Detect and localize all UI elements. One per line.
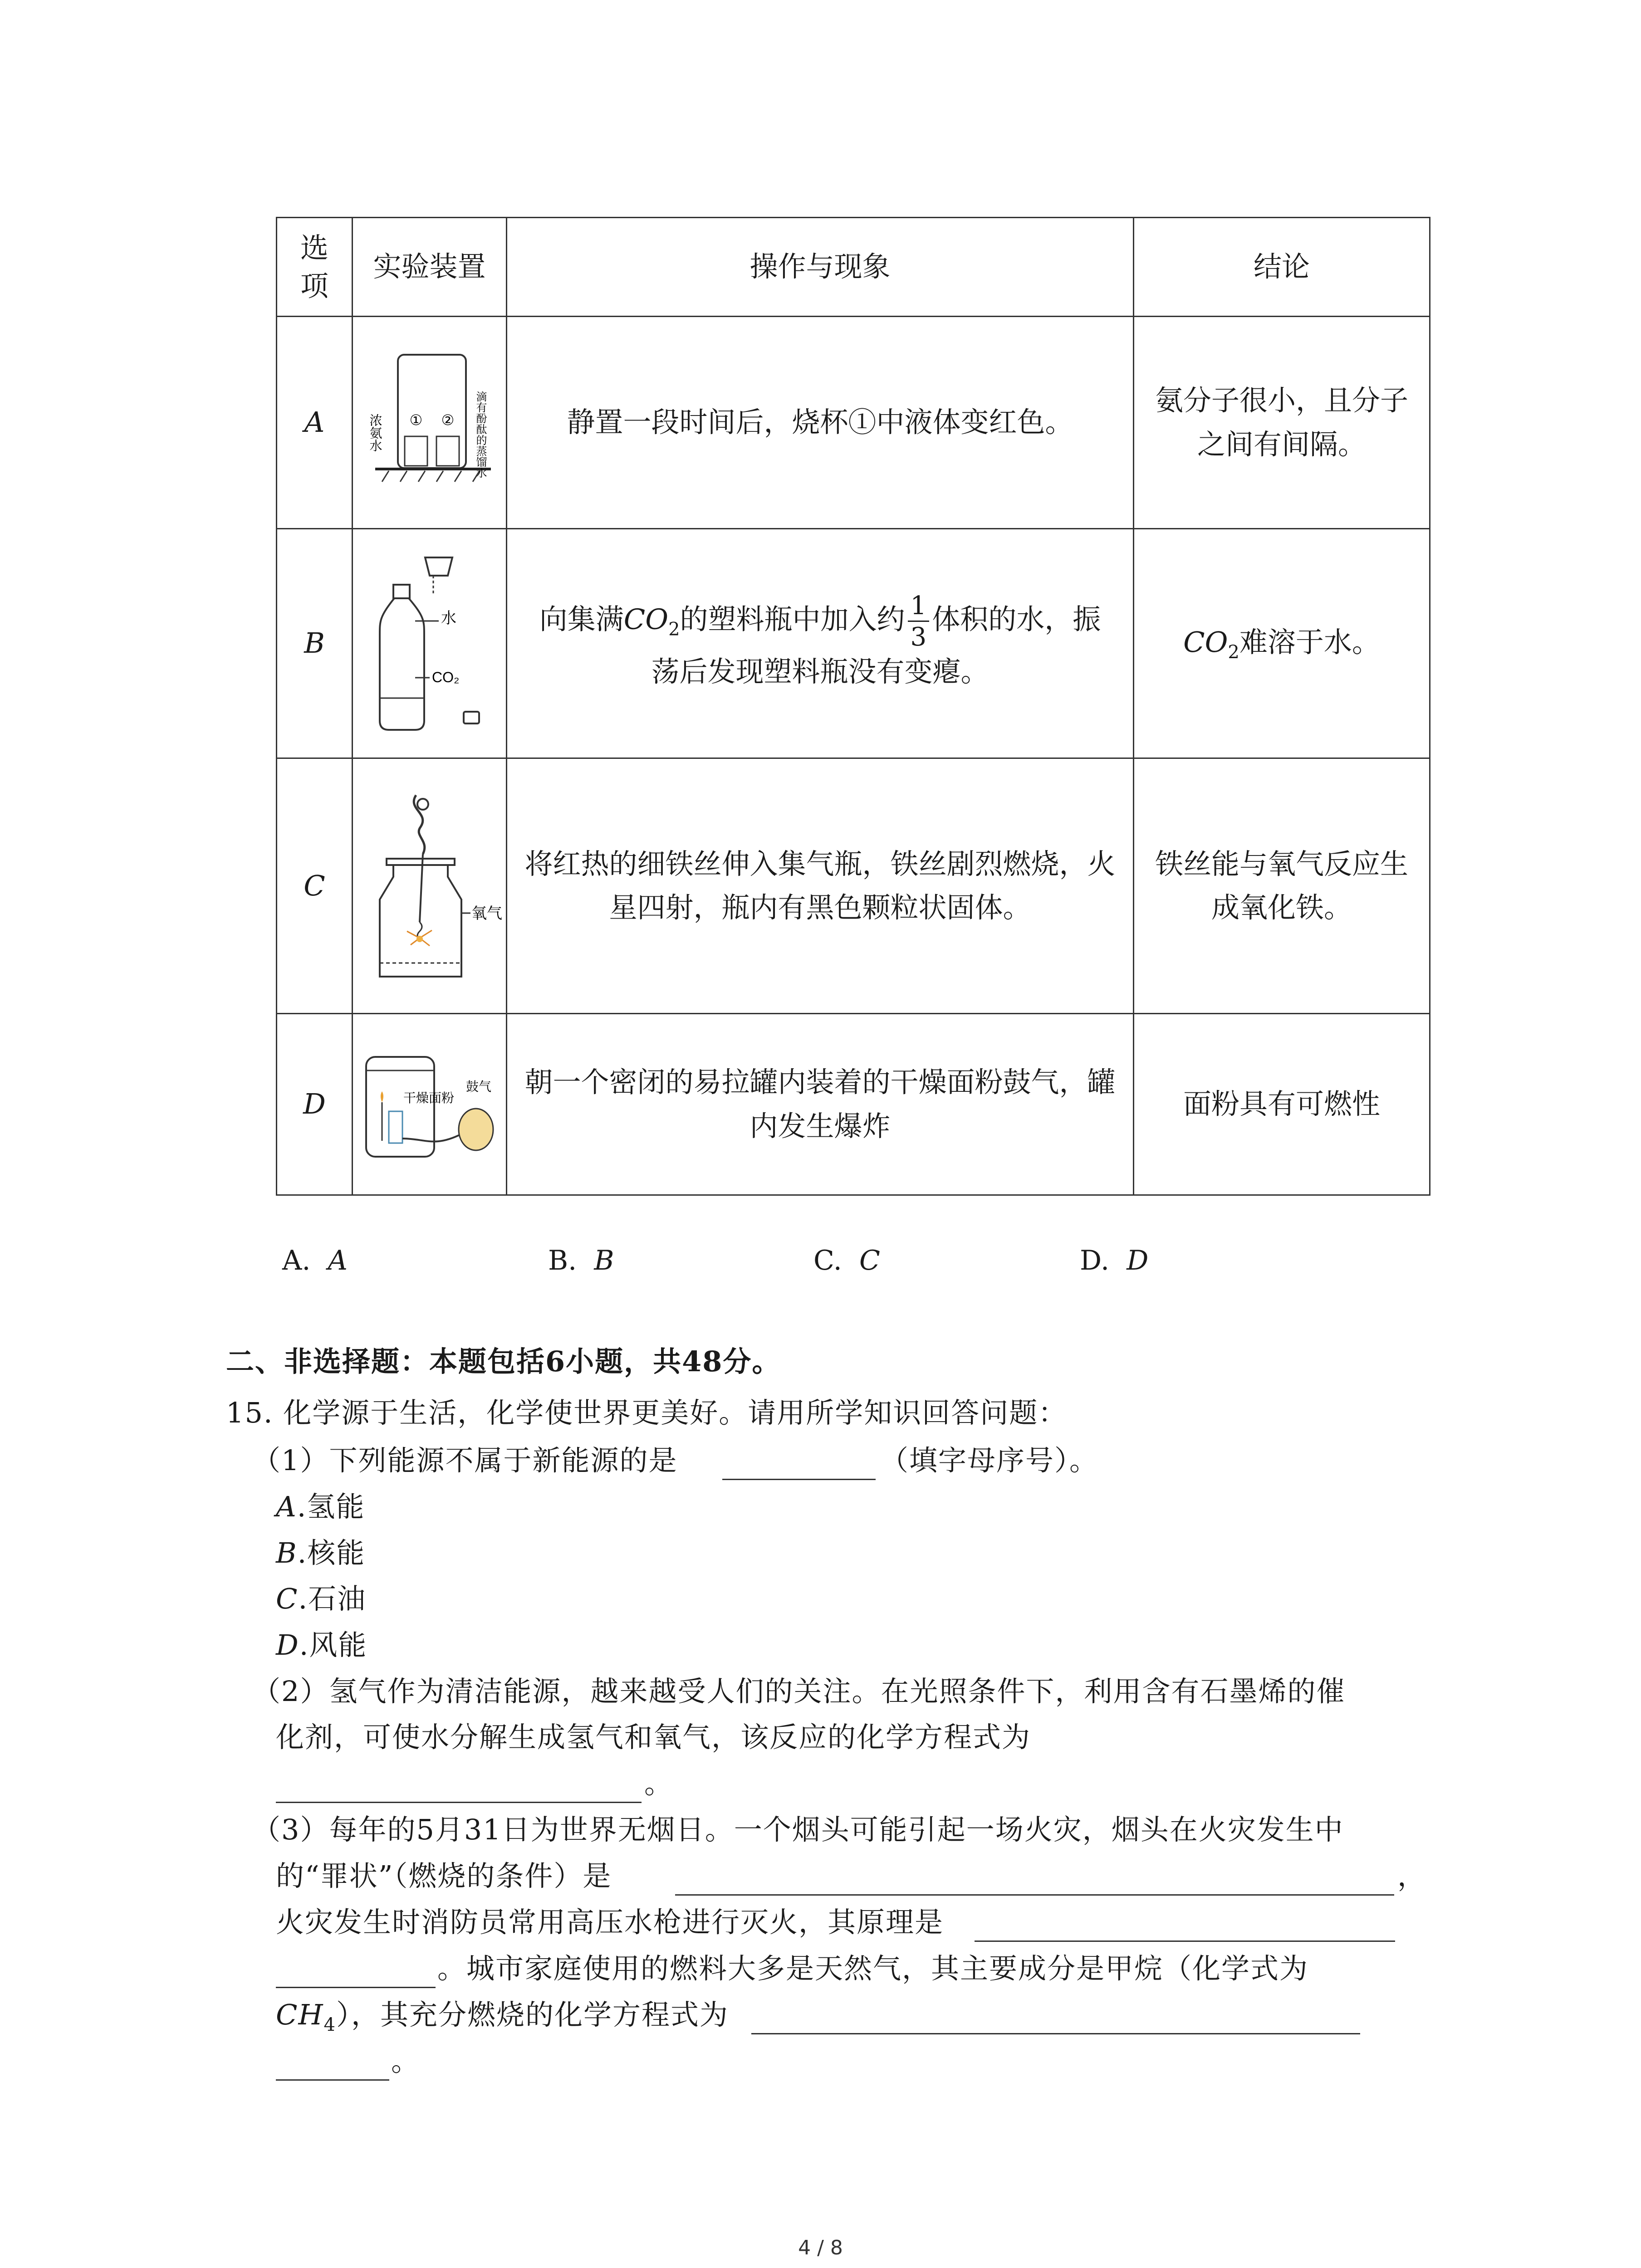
choice-c[interactable]: C. C — [813, 1245, 880, 1276]
q15-part3-equation-blank-2[interactable] — [276, 2079, 389, 2081]
q15-part2-answer-blank[interactable] — [276, 1802, 642, 1803]
header-conclusion: 结论 — [1134, 218, 1430, 317]
table-row — [277, 529, 1430, 758]
q15-part2-line1: （2）氢气作为清洁能源，越来越受人们的关注。在光照条件下，利用含有石墨烯的催 — [252, 1675, 1346, 1708]
blow-air-label: 鼓气 — [465, 1079, 491, 1094]
q15-part3-principle-blank-1[interactable] — [975, 1941, 1395, 1942]
page-number: 4 / 8 — [798, 2236, 843, 2259]
table-row — [277, 317, 1430, 529]
q15-part3-equation-blank-1[interactable] — [751, 2033, 1360, 2034]
pouring-beaker-icon — [425, 557, 452, 576]
header-operation: 操作与现象 — [507, 218, 1134, 317]
q15-part1-answer-blank[interactable] — [722, 1479, 876, 1480]
row-operation: 静置一段时间后，烧杯①中液体变红色。 — [507, 317, 1134, 529]
q15-part3-condition-blank[interactable] — [675, 1894, 1394, 1896]
co2-bottle-apparatus — [362, 548, 498, 739]
oxygen-label: 氧气 — [471, 904, 502, 923]
beaker-2-label: ② — [441, 411, 454, 429]
bottle-cap-icon — [464, 712, 479, 723]
row-conclusion: $CO_2$难溶于水。 — [1134, 529, 1430, 758]
ammonia-diffusion-apparatus — [362, 346, 498, 500]
q15-option-c: C.石油 — [276, 1582, 367, 1615]
choice-d[interactable]: D. D — [1080, 1245, 1149, 1276]
air-bulb-icon — [459, 1109, 493, 1150]
choice-b[interactable]: B. B — [548, 1245, 614, 1276]
table-row — [277, 758, 1430, 1014]
fraction-one-third: $\frac{1}{3}$ — [908, 593, 930, 650]
co2-label: CO₂ — [431, 669, 459, 685]
q15-option-b: B.核能 — [276, 1536, 366, 1569]
phenolphthalein-water-label: 滴有酚酞的蒸馏水 — [474, 391, 487, 478]
row-option: D — [277, 1014, 353, 1195]
q15-part3-line3: 火灾发生时消防员常用高压水枪进行灭火，其原理是 — [276, 1906, 944, 1939]
concentrated-ammonia-label: 浓氨水 — [367, 413, 382, 452]
apparatus-c-diagram — [353, 758, 507, 1014]
header-apparatus: 实验装置 — [353, 218, 507, 317]
water-label: 水 — [441, 609, 456, 627]
q15-option-d: D.风能 — [276, 1628, 367, 1662]
question-15-stem: 15. 化学源于生活，化学使世界更美好。请用所学知识回答问题： — [226, 1396, 1068, 1429]
q15-part1-tail: （填字母序号）。 — [880, 1444, 1099, 1477]
iron-wire-combustion-apparatus — [362, 786, 502, 986]
section-heading: 二、非选择题：本题包括6小题，共48分。 — [226, 1345, 781, 1378]
row-conclusion: 铁丝能与氧气反应生成氧化铁。 — [1134, 758, 1430, 1014]
row-option: A — [277, 317, 353, 529]
q15-option-a: A.氢能 — [276, 1490, 365, 1523]
row-option: C — [277, 758, 353, 1014]
apparatus-b-diagram — [353, 529, 507, 758]
row-operation: 朝一个密闭的易拉罐内装着的干燥面粉鼓气，罐内发生爆炸 — [507, 1014, 1134, 1195]
q15-part3-line1: （3）每年的5月31日为世界无烟日。一个烟头可能引起一场火灾，烟头在火灾发生中 — [252, 1813, 1344, 1846]
table-header-row — [277, 218, 1430, 317]
apparatus-d-diagram — [353, 1014, 507, 1195]
choice-a[interactable]: A. A — [282, 1245, 348, 1276]
q15-part3-line5: $CH_4$），其充分燃烧的化学方程式为 — [276, 1998, 729, 2035]
table-row — [277, 1014, 1430, 1195]
row-operation: 将红热的细铁丝伸入集气瓶，铁丝剧烈燃烧，火星四射，瓶内有黑色颗粒状固体。 — [507, 758, 1134, 1014]
q15-part1-prompt: （1）下列能源不属于新能源的是 — [252, 1444, 678, 1477]
q15-part3-line4: 。城市家庭使用的燃料大多是天然气，其主要成分是甲烷（化学式为 — [437, 1952, 1309, 1985]
q15-part3-end: 。 — [391, 2044, 421, 2077]
beaker-1-label: ① — [409, 411, 422, 429]
q15-part3-principle-blank-2[interactable] — [276, 1987, 436, 1988]
q15-part2-end: 。 — [644, 1767, 674, 1800]
operation-line-1: 向集满$CO_2$的塑料瓶中加入约 $\frac{1}{3}$ 体积的水，振 — [539, 591, 1101, 652]
row-option: B — [277, 529, 353, 758]
spark-icon — [416, 936, 423, 942]
dry-flour-label: 干燥面粉 — [403, 1090, 454, 1105]
q15-part3-line2: 的“罪状”（燃烧的条件）是 — [276, 1859, 612, 1892]
row-conclusion: 氨分子很小，且分子之间有间隔。 — [1134, 317, 1430, 529]
apparatus-a-diagram — [353, 317, 507, 529]
operation-line-2: 荡后发现塑料瓶没有变瘪。 — [651, 655, 989, 688]
experiment-table — [276, 217, 1430, 1196]
row-operation — [507, 529, 1134, 758]
q15-part2-line2: 化剂，可使水分解生成氢气和氧气，该反应的化学方程式为 — [276, 1721, 1031, 1754]
row-conclusion: 面粉具有可燃性 — [1134, 1014, 1430, 1195]
q15-part3-line2-end: ， — [1397, 1859, 1427, 1892]
flour-explosion-apparatus — [357, 1043, 502, 1166]
header-option: 选项 — [277, 218, 353, 317]
